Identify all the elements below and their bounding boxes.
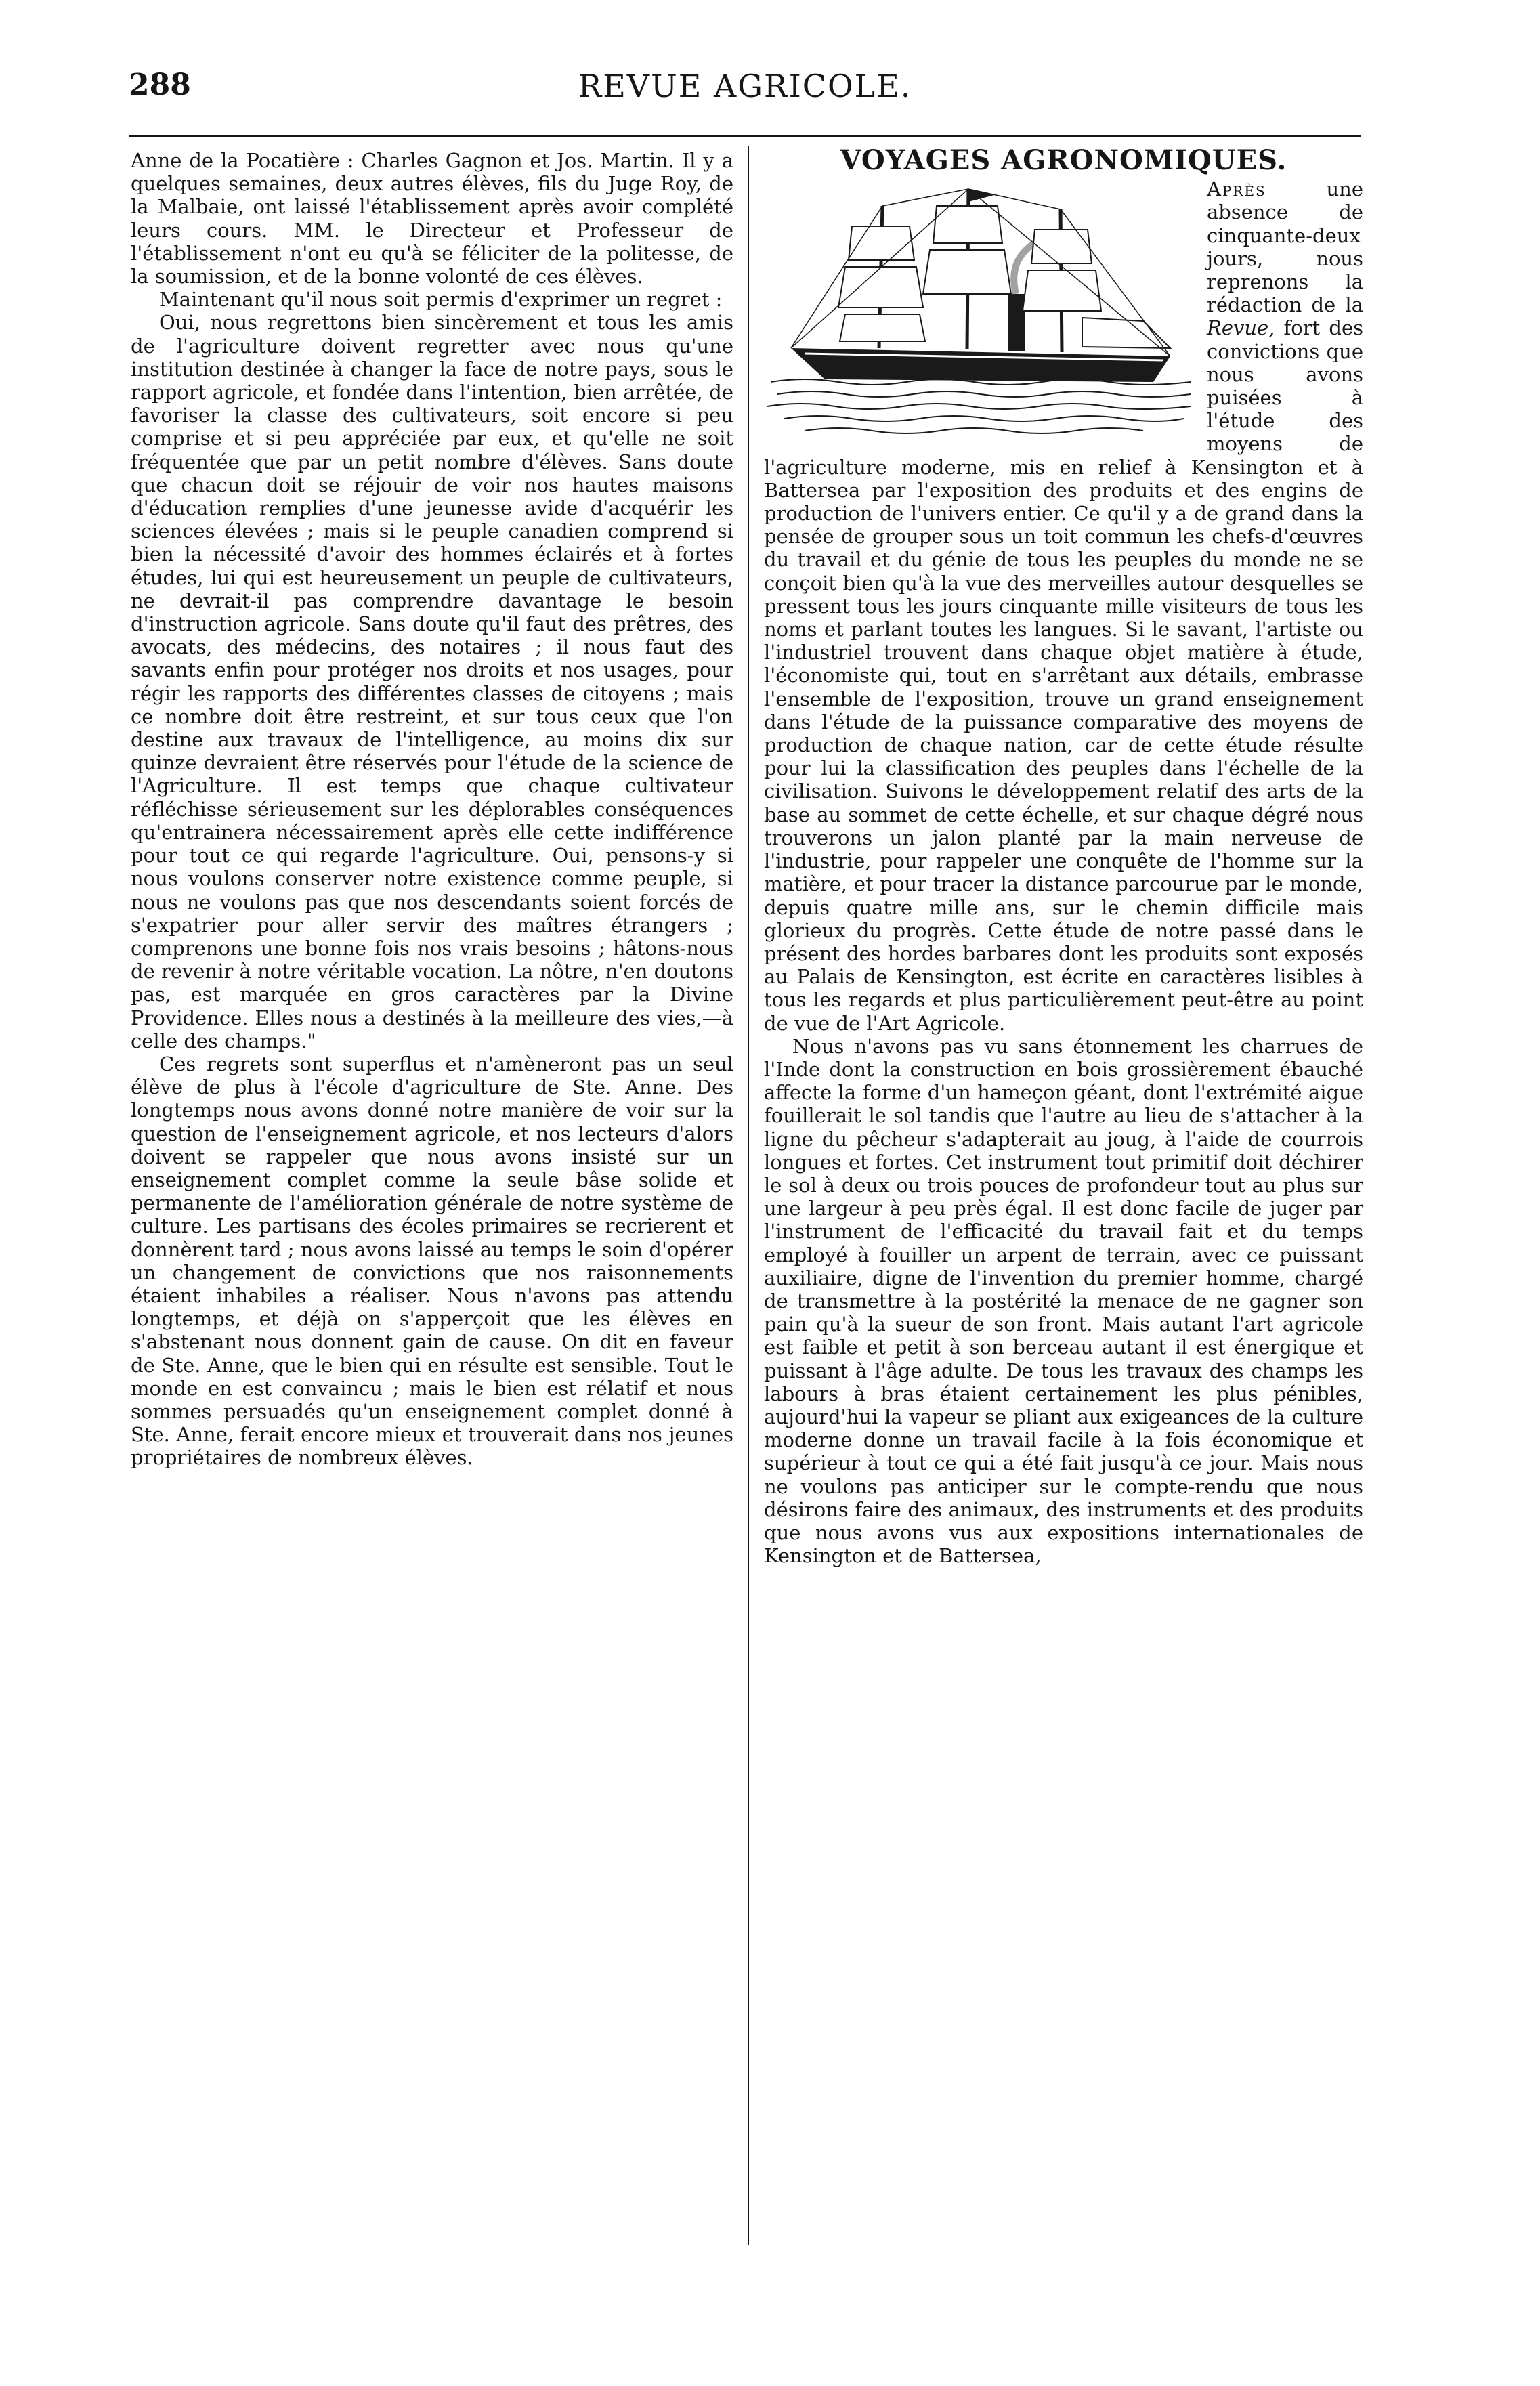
paragraph-text: fort des convictions que nous avons puisées à l'étude des moyens de l'agriculture moderne, mis en relief à Kensington et à Battersea par l'exposition des produits et des engins de production de l'univers entier. Ce qu'il y a de grand dans la pensée de grouper sous un toit commun les chefs-d'œuvres du travail et du génie de tous les peuples du monde ne se conçoit bien qu'à la vue des merveilles autour desquelles se pressent tous les jours cinquante mille visiteurs de tous les noms et parlant toutes les langues. Si le savant, l'artiste ou l'industriel trouvent dans chaque objet matière à étude, l'économiste qui, tout en s'arrêtant aux détails, embrasse l'ensemble de l'exposition, trouve un grand enseignement dans l'étude de la puissance comparative des moyens de production de chaque nation, car de cette étude résulte pour lui la classification des peuples dans l'échelle de la civilisation. Suivons le développement relatif des arts de la base au sommet de cette échelle, et sur chaque dégré nous trouverons un jalon planté par la main nerveuse de l'industrie, pour rappeler une conquête de l'homme sur la matière, et pour tracer la distance parcourue par le monde, depuis quatre mille ans, sur le chemin difficile mais glorieux du progrès. Cette étude de notre passé dans le présent des hordes barbares dont les produits sont exposés au Palais de Kensington, est écrite en caractères lisibles à tous les regards et plus particulièrement peut-être au point de vue de l'Art Agricole. xyxy=(764,316,1363,1035)
section-title: VOYAGES AGRONOMIQUES. xyxy=(840,144,1287,176)
left-column xyxy=(131,149,733,1470)
dropcap-word: Après xyxy=(1207,177,1266,201)
paragraph: Anne de la Pocatière : Charles Gagnon et Jos. Martin. Il y a quelques semaines, deux autres élèves, fils du Juge Roy, de la Malbaie, ont laissé l'établissement après avoir complété leurs cours. MM. le Directeur et Professeur de l'établissement n'ont eu qu'à se féliciter de la politesse, de la soumission, et de la bonne volonté de ces élèves. xyxy=(131,149,733,289)
steamship-illustration xyxy=(764,179,1197,440)
paragraph: Nous n'avons pas vu sans étonnement les charrues de l'Inde dont la construction en bois grossièrement ébauché affecte la forme d'un hameçon géant, dont l'extrémité aigue fouillerait le sol tandis que l'autre au lieu de s'attacher à la ligne du pêcheur s'adapterait au joug, à l'aide de courrois longues et fortes. Cet instrument tout primitif doit déchirer le sol à deux ou trois pouces de profondeur tout au plus sur une largeur à peu près égal. Il est donc facile de juger par l'instrument de l'efficacité du travail fait et du temps employé à fouiller un arpent de terrain, avec ce puissant auxiliaire, digne de l'invention du premier homme, chargé de transmettre à la postérité la menace de ne gagner son pain qu'à la sueur de son front. Mais autant l'art agricole est faible et petit à son berceau autant il est énergique et puissant à l'âge adulte. De tous les travaux des champs les labours à bras étaient certainement les plus pénibles, aujourd'hui la vapeur se pliant aux exigeances de la culture moderne donne un travail facile à la fois économique et supérieur à tout ce qui a été fait jusqu'à ce jour. Mais nous ne voulons pas anticiper sur le compte-rendu que nous désirons faire des animaux, des instruments et des produits que nous avons vus aux expositions internationales de Kensington et de Battersea, xyxy=(764,1034,1363,1568)
paragraph: Ces regrets sont superflus et n'amèneront pas un seul élève de plus à l'école d'agriculture de Ste. Anne. Des longtemps nous avons donné notre manière de voir sur la question de l'enseignement agricole, et nos lecteurs d'alors doivent se rappeler que nous avons insisté sur un enseignement complet comme la seule bâse solide et permanente de l'amélioration générale de notre système de culture. Les partisans des écoles primaires se recrierent et donnèrent tard ; nous avons laissé au temps le soin d'opérer un changement de convictions que nos raisonnements étaient inhabiles a réaliser. Nous n'avons pas attendu longtemps, et déjà on s'apperçoit que les élèves en s'abstenant nous donnent gain de cause. On dit en faveur de Ste. Anne, que le bien qui en résulte est sensible. Tout le monde en est convaincu ; mais le bien est rélatif et nous sommes persuadés qu'un enseignement complet donné à Ste. Anne, ferait encore mieux et trouverait dans nos jeunes propriétaires de nombreux élèves. xyxy=(131,1052,733,1470)
italic-revue: Revue, xyxy=(1207,316,1275,340)
running-head: REVUE AGRICOLE. xyxy=(578,68,912,104)
paragraph: Maintenant qu'il nous soit permis d'exprimer un regret : xyxy=(159,288,723,312)
paragraph-text: une absence de cinquante-deux jours, nous reprenons la rédaction de la xyxy=(1207,177,1363,317)
page-number: 288 xyxy=(129,68,191,102)
column-divider xyxy=(748,146,749,2245)
right-column xyxy=(764,144,1363,1568)
paragraph: Oui, nous regrettons bien sincèrement et tous les amis de l'agriculture doivent regretter avec nous qu'une institution destinée à changer la face de notre pays, sous le rapport agricole, et fondée dans l'intention, bien arrêtée, de favoriser la classe des cultivateurs, soit encore si peu comprise et si peu appréciée par eux, et qu'elle ne soit fréquentée que par un petit nombre d'élèves. Sans doute que chacun doit se réjouir de voir nos hautes maisons d'éducation remplies d'une jeunesse avide d'acquérir les sciences élevées ; mais si le peuple canadien comprend si bien la nécessité d'avoir des hommes éclairés et à fortes études, lui qui est heureusement un peuple de cultivateurs, ne devrait-il pas comprendre davantage le besoin d'instruction agricole. Sans doute qu'il faut des prêtres, des avocats, des médecins, des notaires ; il nous faut des savants enfin pour protéger nos droits et nos usages, pour régir les rapports des différentes classes de citoyens ; mais ce nombre doit être restreint, et sur tous ceux que l'on destine aux travaux de l'intelligence, au moins dix sur quinze devraient être réservés pour l'étude de la science de l'Agriculture. Il est temps que chaque cultivateur réfléchisse sérieusement sur les déplorables conséquences qu'entrainera nécessairement après elle cette indifférence pour tout ce qui regarde l'agriculture. Oui, pensons-y si nous voulons conserver notre existence comme peuple, si nous ne voulons pas que nos descendants soient forcés de s'expatrier pour aller servir des maîtres étrangers ; comprenons une bonne fois nos vrais besoins ; hâtons-nous de revenir à notre véritable vocation. La nôtre, n'en doutons pas, est marquée en gros caractères par la Divine Providence. Elles nous a destinés à la meilleure des vies,—à celle des champs." xyxy=(131,311,733,1052)
header-rule xyxy=(129,135,1361,137)
page-header xyxy=(129,68,1361,115)
